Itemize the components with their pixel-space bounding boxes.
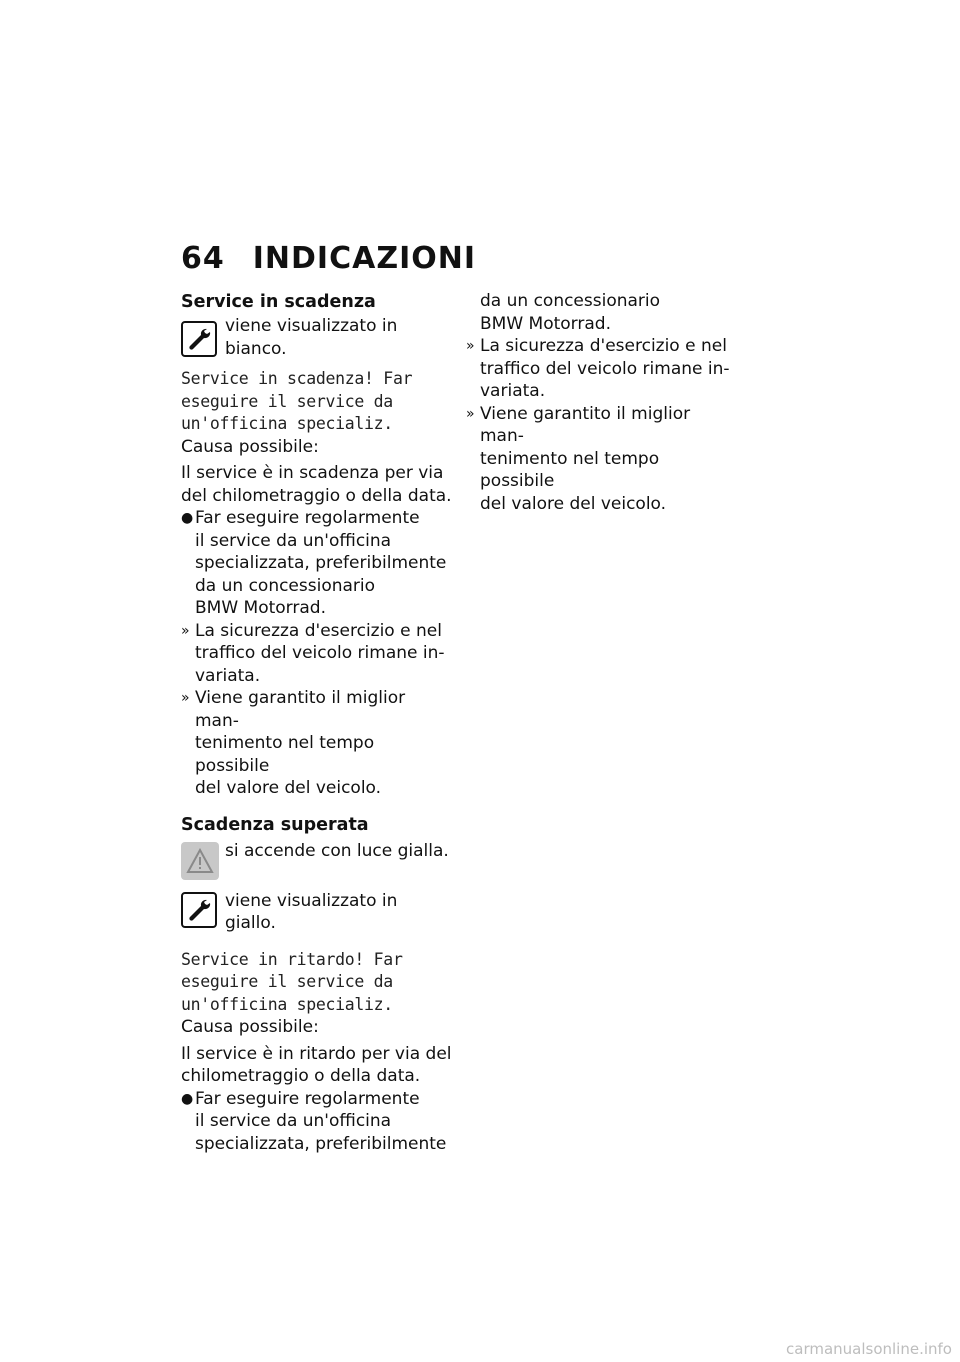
section-heading-overdue: Scadenza superata	[181, 814, 369, 835]
result-mark: »	[466, 405, 475, 422]
wrench-icon	[181, 892, 217, 928]
result-item: » La sicurezza d'esercizio e nel traffico del veicolo rimane in- variata.	[181, 620, 445, 686]
result-item: » Viene garantito il miglior man- tenimento nel tempo possibile del valore del veicolo.	[466, 403, 691, 514]
result-mark: »	[181, 622, 190, 639]
cause-label: Causa possibile:	[181, 1017, 319, 1037]
icon-row-yellow	[181, 890, 453, 935]
result-item: » La sicurezza d'esercizio e nel traffico del veicolo rimane in- variata.	[466, 336, 730, 401]
bullet-mark: ●	[181, 510, 194, 526]
page-header	[181, 241, 476, 276]
cause-label: Causa possibile:	[181, 436, 319, 457]
bullet-item: ● Far eseguire regolarmente il service da un'officina specializzata, preferibilmente da un concessionario BMW Motorrad.	[181, 508, 447, 618]
watermark: carmanualsonline.info	[786, 1340, 952, 1358]
icon-row-warning	[181, 842, 453, 880]
warning-triangle-icon	[181, 842, 219, 880]
page-title: INDICAZIONI	[252, 241, 477, 276]
bullet-mark: ●	[181, 1090, 194, 1107]
cause-text: Il service è in scadenza per via del chilometraggio o della data.	[181, 463, 452, 506]
icon-text: viene visualizzato in bianco.	[225, 316, 398, 359]
cause-text: Il service è in ritardo per via del chilometraggio o della data.	[181, 1043, 452, 1086]
icon-text: viene visualizzato in giallo.	[225, 890, 398, 933]
result-mark: »	[466, 338, 475, 354]
result-mark: »	[181, 690, 190, 706]
wrench-icon	[181, 321, 217, 357]
icon-row-white	[181, 315, 453, 360]
right-column	[466, 290, 738, 515]
result-item: » Viene garantito il miglior man- tenimento nel tempo possibile del valore del veicolo.	[181, 688, 406, 798]
section-heading-service-due: Service in scadenza	[181, 292, 376, 312]
display-message: Service in scadenza! Far eseguire il service da un'officina specializ.	[181, 369, 413, 433]
page-number: 64	[181, 241, 225, 276]
left-column	[181, 291, 453, 1155]
bullet-item-continued: da un concessionario BMW Motorrad.	[480, 291, 661, 334]
bullet-item: ● Far eseguire regolarmente il service da un'officina specializzata, preferibilmente	[181, 1088, 447, 1154]
warning-text: si accende con luce gialla.	[225, 840, 449, 861]
display-message: Service in ritardo! Far eseguire il service da un'officina specializ.	[181, 949, 403, 1014]
